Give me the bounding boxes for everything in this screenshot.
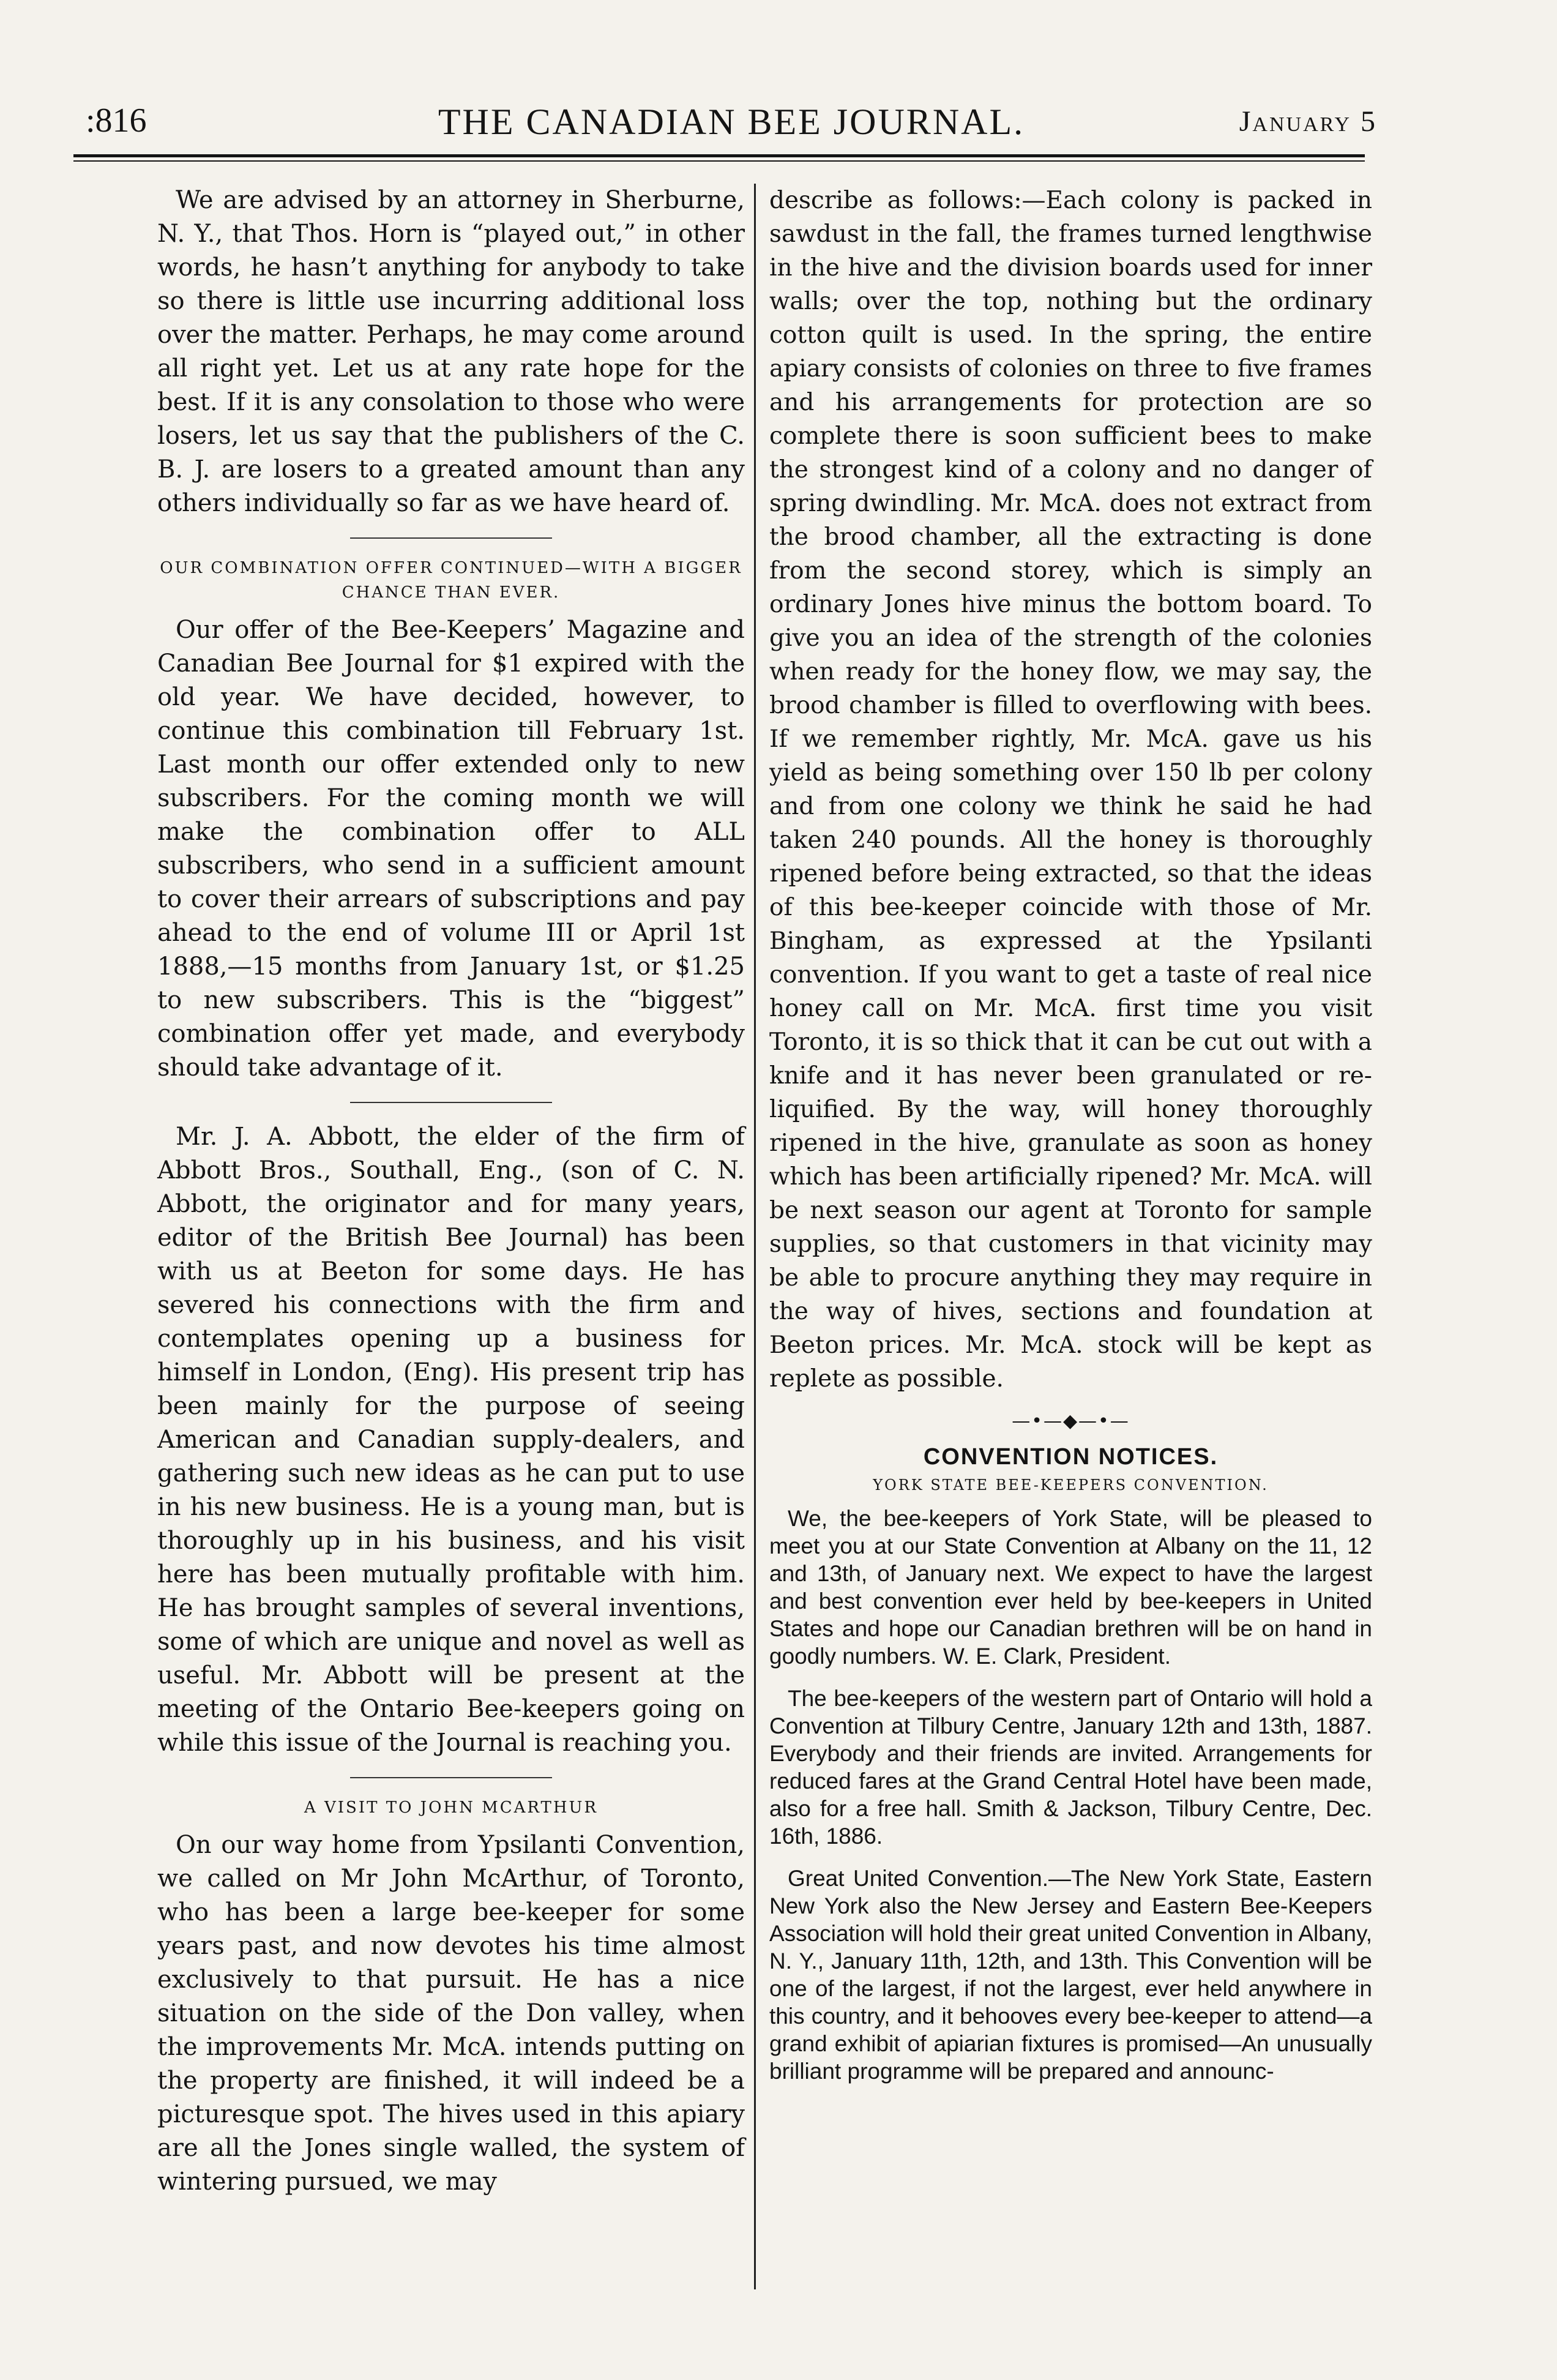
journal-title: THE CANADIAN BEE JOURNAL. [438,102,1025,142]
ornament-divider: —•—◆—•— [1012,1410,1130,1432]
convention-notices-heading: CONVENTION NOTICES. [923,1444,1219,1470]
thos-horn-paragraph: We are advised by an attorney in Sherburne, N. Y., that Thos. Horn is “played out,” in other words, he hasn’t anything for anybody to take so there is little use incurring additional loss over the matter. Perhaps, he may come around all right yet. Let us at any rate hope for the best. If it is any consolation to those who were losers, let us say that the publishers of the C. B. J. are losers to a greated amount than any others individually so far as we have heard of. [157,186,745,517]
page-number: :816 [86,102,147,140]
header-rule-top [73,154,1365,157]
york-state-heading: YORK STATE BEE-KEEPERS CONVENTION. [873,1476,1269,1494]
combination-offer-paragraph: Our offer of the Bee-Keepers’ Magazine and Canadian Bee Journal for $1 expired with the old year. We have decided, however, to continue this combination till February 1st. Last month our offer extended only to new subscribers. For the coming month we will make the combination offer to ALL subscribers, who send in a sufficient amount to cover their arrears of subscriptions and pay ahead to the end of volume III or April 1st 1888,—15 months from January 1st, or $1.25 to new subscribers. This is the “biggest” combination offer yet made, and everybody should take advantage of it. [157,616,745,1082]
column-divider [754,184,756,2289]
great-united-paragraph: Great United Convention.—The New York State, Eastern New York also the New Jersey and Eastern Bee-Keepers Association will hold their great united Convention in Albany, N. Y., January 11th, 12th, and 13th. This Convention will be one of the largest, if not the largest, ever held anywhere in this country, and it behooves every bee-keeper to attend—a grand exhibit of apiarian fixtures is promised—An unusually brilliant programme will be prepared and announc- [769,1866,1372,2084]
visit-heading: A VISIT TO JOHN MCARTHUR [304,1798,599,1817]
visit-continued-paragraph: describe as follows:—Each colony is packed in sawdust in the fall, the frames turned lengthwise in the hive and the division boards used for inner walls; over the top, nothing but the ordinary cotton quilt is used. In the spring, the entire apiary consists of colonies on three to five frames and his arrangements for protection are so complete there is soon sufficient bees to make the strongest kind of a colony and no danger of spring dwindling. Mr. McA. does not extract from the brood chamber, all the extracting is done from the second storey, which is simply an ordinary Jones hive minus the bottom board. To give you an idea of the strength of the colonies when ready for the honey flow, we may say, the brood chamber is filled to overflowing with bees. If we remember rightly, Mr. McA. gave us his yield as being something over 150 lb per colony and from one colony we think he said he had taken 240 pounds. All the honey is thoroughly ripened before being extracted, so that the ideas of this bee-keeper coincide with those of Mr. Bingham, as expressed at the Ypsilanti convention. If you want to get a taste of real nice honey call on Mr. McA. first time you visit Toronto, it is so thick that it can be cut out with a knife and it has never been granulated or re-liquified. By the way, will honey thoroughly ripened in the hive, granulate as soon as honey which has been artificially ripened? Mr. McA. will be next season our agent at Toronto for sample supplies, so that customers in that vicinity may be able to procure anything they may require in the way of hives, sections and foundation at Beeton prices. Mr. McA. stock will be kept as replete as possible. [769,187,1372,1393]
page-header [86,101,1377,150]
visit-paragraph: On our way home from Ypsilanti Convention, we called on Mr John McArthur, of Toronto, who has been a large bee-keeper for some years past, and now devotes his time almost exclusively to that pursuit. He has a nice situation on the side of the Don valley, when the improvements Mr. McA. intends putting on the property are finished, it will indeed be a picturesque spot. The hives used in this apiary are all the Jones single walled, the system of wintering pursued, we may [157,1831,745,2196]
combination-offer-heading: OUR COMBINATION OFFER CONTINUED—WITH A BIGGER CHANCE THAN EVER. [160,559,742,602]
header-rule-bottom [73,160,1365,162]
left-column [157,184,745,2213]
issue-date: January 5 [1239,105,1377,138]
section-rule [350,537,552,539]
york-state-paragraph: We, the bee-keepers of York State, will be pleased to meet you at our State Convention at Albany on the 11, 12 and 13th, of January next. We expect to have the largest and best convention ever held by bee-keepers in United States and hope our Canadian brethren will be on hand in goodly numbers. W. E. Clark, President. [769,1506,1372,1669]
abbott-paragraph: Mr. J. A. Abbott, the elder of the firm of Abbott Bros., Southall, Eng., (son of C. N. Abbott, the originator and for many years, editor of the British Bee Journal) has been with us at Beeton for some days. He has severed his connections with the firm and contemplates opening up a business for himself in London, (Eng). His present trip has been mainly for the purpose of seeing American and Canadian supply-dealers, and gathering such new ideas as he can put to use in his new business. He is a young man, but is thoroughly up in his business, and his visit here has been mutually profitable with him. He has brought samples of several inventions, some of which are unique and novel as well as useful. Mr. Abbott will be present at the meeting of the Ontario Bee-keepers going on while this issue of the Journal is reaching you. [157,1123,745,1757]
right-column [769,184,1372,2100]
section-rule [350,1102,552,1103]
western-ontario-paragraph: The bee-keepers of the western part of Ontario will hold a Convention at Tilbury Centre, January 12th and 13th, 1887. Everybody and their friends are invited. Arrangements for reduced fares at the Grand Central Hotel have been made, also for a free hall. Smith & Jackson, Tilbury Centre, Dec. 16th, 1886. [769,1686,1372,1849]
convention-notices [769,1505,1372,2085]
section-rule [350,1777,552,1778]
